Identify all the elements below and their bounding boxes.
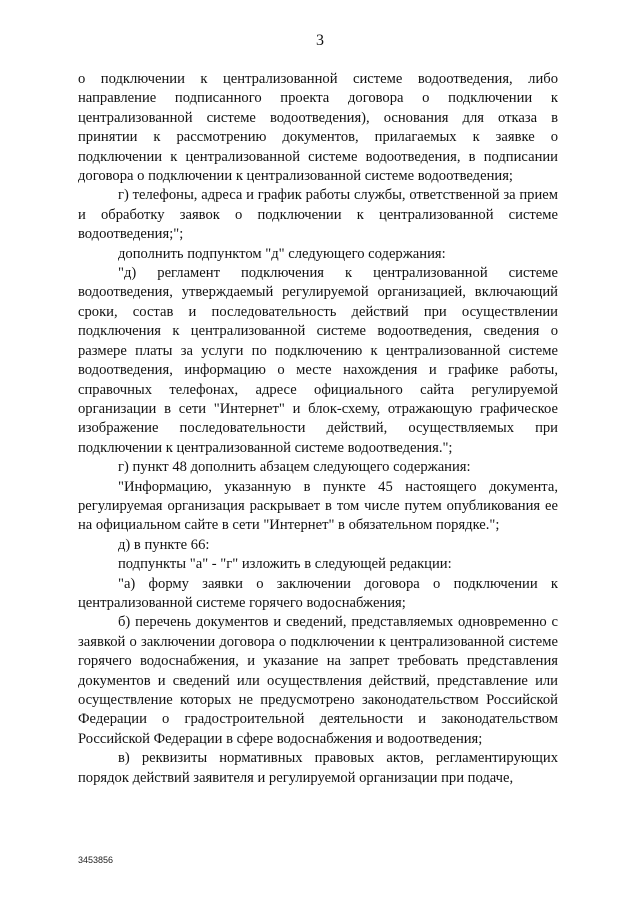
document-code: 3453856 <box>78 855 114 865</box>
page-number: 3 <box>316 32 324 49</box>
document-body <box>78 70 558 788</box>
paragraph: "а) форму заявки о заключении договора о подключении к централизованной системе горячего водоснабжения; <box>78 575 558 611</box>
paragraph: о подключении к централизованной системе водоотведения, либо направление подписанного проекта договора о подключении к централизованной системе водоотведения), основания для отказа в принятии к рассмотрению документов, прилагаемых к заявке о подключении к централизованной системе водоотведения, в подписании договора о подключении к централизованной системе водоотведения; <box>78 71 558 185</box>
paragraph: подпункты "а" - "г" изложить в следующей редакции: <box>118 556 452 573</box>
paragraph: в) реквизиты нормативных правовых актов, регламентирующих порядок действий заявителя и регулируемой организации при подаче, <box>78 750 558 786</box>
paragraph: "Информацию, указанную в пункте 45 настоящего документа, регулируемая организация раскрывает в том числе путем опубликования ее на официальном сайте в сети "Интернет" в обязательном порядке."; <box>78 478 558 534</box>
paragraph: дополнить подпунктом "д" следующего содержания: <box>118 245 446 262</box>
paragraph: б) перечень документов и сведений, представляемых одновременно с заявкой о заключении договора о подключении к централизованной системе горячего водоснабжения, и указание на запрет требовать представления документов и сведений или осуществления действий, представление или осуществление которых не предусмотрено законодательством Российской Федерации о градостроительной деятельности и законодательством Российской Федерации в сфере водоснабжения и водоотведения; <box>78 614 558 747</box>
paragraph: г) телефоны, адреса и график работы службы, ответственной за прием и обработку заявок о подключении к централизованной системе водоотведения;"; <box>78 187 558 243</box>
paragraph: г) пункт 48 дополнить абзацем следующего содержания: <box>118 459 471 476</box>
paragraph: "д) регламент подключения к централизованной системе водоотведения, утверждаемый регулируемой организацией, включающий сроки, состав и последовательность действий при осуществлении подключения к централизованной системе водоотведения, сведения о размере платы за услуги по подключению к централизованной системе водоотведения, информацию о месте нахождения и графике работы, справочных телефонах, адресе официального сайта регулируемой организации в сети "Интернет" и блок-схему, отражающую графическое изображение последовательности действий, осуществляемых при подключении к централизованной системе водоотведения."; <box>78 265 558 456</box>
paragraph: д) в пункте 66: <box>118 536 210 553</box>
